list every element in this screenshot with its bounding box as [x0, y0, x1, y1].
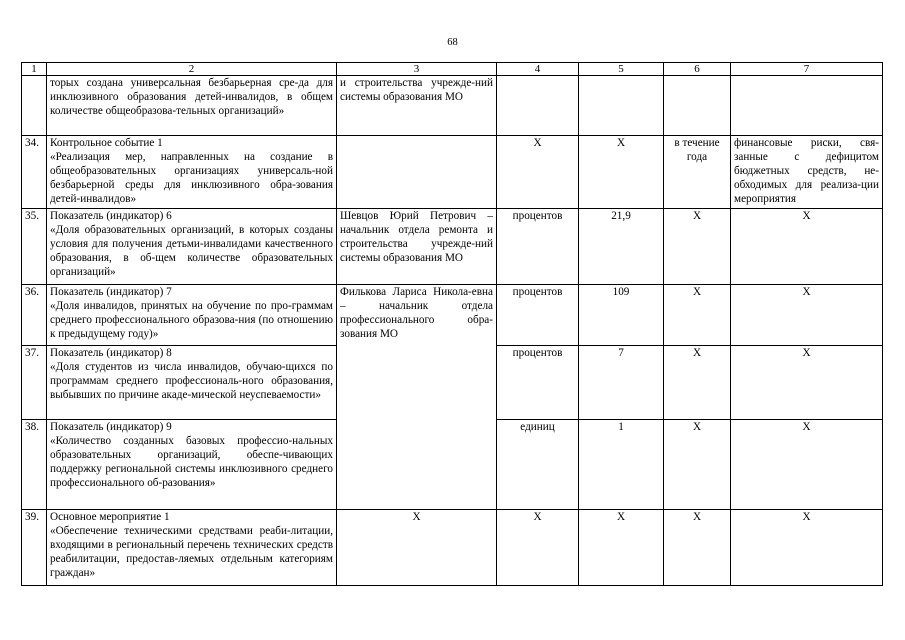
row-title: Показатель (индикатор) 8 [50, 347, 172, 359]
table-row [22, 136, 883, 209]
unit-cell [497, 76, 579, 136]
responsible-cell: Шевцов Юрий Петрович – начальник отдела ремонта и строительства учрежде-ний системы образования МО [337, 209, 497, 285]
unit-cell: процентов [497, 346, 579, 420]
description-text: торых создана универсальная безбарьерная сре-да для инклюзивного образования детей-инвалидов, в общем количестве общеобразова-тельных организаций» [50, 77, 333, 117]
column-number: 3 [337, 63, 497, 76]
row-number: 35. [22, 209, 47, 285]
row-description: «Доля образовательных организаций, в которых созданы условия для получения детьми-инвалидами качественного образования, в об-щем количестве образовательных организаций» [50, 224, 333, 278]
table-row [22, 285, 883, 346]
row-number: 38. [22, 420, 47, 510]
period-cell: X [664, 285, 731, 346]
row-number: 39. [22, 510, 47, 586]
risks-cell: X [731, 285, 883, 346]
responsible-cell: X [337, 510, 497, 586]
period-cell: X [664, 346, 731, 420]
unit-cell: процентов [497, 209, 579, 285]
risks-cell: X [731, 420, 883, 510]
row-number: 36. [22, 285, 47, 346]
column-number-row [22, 63, 883, 76]
period-cell: X [664, 209, 731, 285]
value-cell: X [579, 510, 664, 586]
risks-cell: X [731, 346, 883, 420]
value-cell: 7 [579, 346, 664, 420]
row-number: 37. [22, 346, 47, 420]
description-cell [47, 420, 337, 510]
row-number-cell [22, 76, 47, 136]
value-cell: 1 [579, 420, 664, 510]
risks-cell: X [731, 209, 883, 285]
description-cell [47, 346, 337, 420]
value-cell [579, 76, 664, 136]
risks-cell [731, 76, 883, 136]
period-cell: X [664, 510, 731, 586]
value-cell: 21,9 [579, 209, 664, 285]
row-title: Показатель (индикатор) 6 [50, 210, 172, 222]
column-number: 5 [579, 63, 664, 76]
table-row-continuation [22, 76, 883, 136]
responsible-cell [337, 136, 497, 209]
row-title: Основное мероприятие 1 [50, 511, 170, 523]
value-cell: 109 [579, 285, 664, 346]
period-cell [664, 76, 731, 136]
description-cell [47, 510, 337, 586]
table-row [22, 510, 883, 586]
unit-cell: X [497, 136, 579, 209]
row-description: «Реализация мер, направленных на создание в общеобразовательных организациях универсаль-ной безбарьерной среды для инклюзивного обра-зования детей-инвалидов» [50, 151, 333, 205]
period-cell: X [664, 420, 731, 510]
responsible-text: и строительства учрежде-ний системы образования МО [340, 77, 493, 103]
unit-cell: процентов [497, 285, 579, 346]
responsible-cell [337, 76, 497, 136]
row-number: 34. [22, 136, 47, 209]
row-title: Показатель (индикатор) 9 [50, 421, 172, 433]
period-cell: в течение года [664, 136, 731, 209]
row-description: «Количество созданных базовых профессио-нальных образовательных организаций, обеспе-чивающих поддержку региональной системы инклюзивного среднего профессионального об-разования» [50, 435, 333, 489]
column-number: 4 [497, 63, 579, 76]
description-cell [47, 76, 337, 136]
unit-cell: X [497, 510, 579, 586]
page-number: 68 [447, 37, 458, 48]
description-cell [47, 136, 337, 209]
column-number: 2 [47, 63, 337, 76]
row-description: «Доля студентов из числа инвалидов, обучаю-щихся по программам среднего профессиональ-ного образования, выбывших по причине акаде-мической неуспеваемости» [50, 361, 333, 401]
column-number: 6 [664, 63, 731, 76]
risks-cell: X [731, 510, 883, 586]
table-row [22, 209, 883, 285]
risks-cell: финансовые риски, свя-занные с дефицитом бюджетных средств, не-обходимых для реализа-ции мероприятия [731, 136, 883, 209]
description-cell [47, 285, 337, 346]
program-indicators-table [21, 62, 883, 586]
responsible-cell: Филькова Лариса Никола-евна – начальник отдела профессионального обра-зования МО [337, 285, 497, 510]
row-title: Показатель (индикатор) 7 [50, 286, 172, 298]
row-description: «Обеспечение техническими средствами реаби-литации, входящими в региональный перечень технических средств реабилитации, предостав-ляемых отдельным категориям граждан» [50, 525, 333, 579]
row-title: Контрольное событие 1 [50, 137, 163, 149]
row-description: «Доля инвалидов, принятых на обучение по про-граммам среднего профессионального образова-ния (по отношению к предыдущему году)» [50, 300, 333, 340]
column-number: 7 [731, 63, 883, 76]
unit-cell: единиц [497, 420, 579, 510]
description-cell [47, 209, 337, 285]
column-number: 1 [22, 63, 47, 76]
value-cell: X [579, 136, 664, 209]
